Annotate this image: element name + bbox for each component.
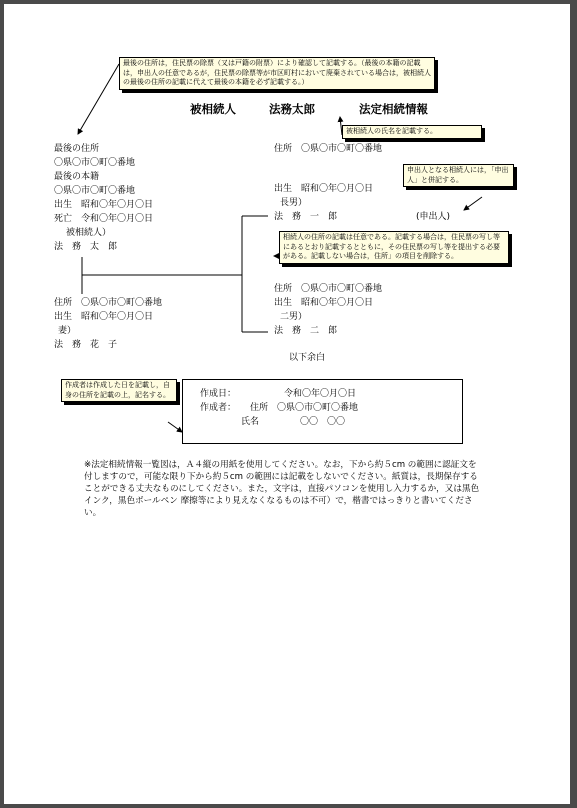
decedent-role: 被相続人） (66, 228, 112, 238)
decedent-name: 法務太郎 (269, 102, 315, 116)
creator-name: 〇〇 〇〇 (300, 417, 346, 427)
creation-date-label: 作成日： (200, 389, 237, 399)
heir2-address: 住所 〇県〇市〇町〇番地 (274, 284, 383, 294)
note-applicant: 申出人となる相続人には，「申出人」と併記する。 (403, 164, 514, 187)
decedent-label: 被相続人 (190, 102, 236, 116)
heir2-name: 法 務 二 郎 (274, 326, 338, 336)
creator-name-label: 氏名 (241, 417, 260, 427)
note-decedent-name: 被相続人の氏名を記載する。 (342, 125, 482, 139)
decedent-last-address: 〇県〇市〇町〇番地 (54, 158, 136, 168)
decedent-last-domicile: 〇県〇市〇町〇番地 (54, 186, 136, 196)
creation-date: 令和〇年〇月〇日 (284, 389, 357, 399)
spouse-address: 住所 〇県〇市〇町〇番地 (54, 298, 163, 308)
heir1-address: 住所 〇県〇市〇町〇番地 (274, 144, 383, 154)
heir2-role: 二男） (280, 312, 308, 322)
heir1-name: 法 務 一 郎 (274, 212, 338, 222)
decedent-birth: 出生 昭和〇年〇月〇日 (54, 200, 154, 210)
note-creator: 作成者は作成した日を記載し，自身の住所を記載の上，記名する。 (61, 379, 177, 402)
decedent-fullname: 法 務 太 郎 (54, 242, 118, 252)
decedent-death: 死亡 令和〇年〇月〇日 (54, 214, 154, 224)
document-page (4, 4, 570, 804)
spouse-role: 妻） (58, 326, 77, 336)
decedent-last-domicile-label: 最後の本籍 (54, 172, 100, 182)
spouse-birth: 出生 昭和〇年〇月〇日 (54, 312, 154, 322)
document-title: 法定相続情報 (359, 102, 428, 116)
decedent-last-address-label: 最後の住所 (54, 144, 100, 154)
heir1-birth: 出生 昭和〇年〇月〇日 (274, 184, 374, 194)
spouse-name: 法 務 花 子 (54, 340, 118, 350)
heir1-role: 長男） (280, 198, 308, 208)
note-heir-address: 相続人の住所の記載は任意である。記載する場合は，住民票の写し等にあるとおり記載するとともに，その住民票の写し等を提出する必要がある。記載しない場合は，住所」の項目を削除する。 (279, 231, 509, 264)
heir1-applicant-mark: (申出人) (416, 212, 451, 222)
end-mark: 以下余白 (289, 353, 326, 363)
heir2-birth: 出生 昭和〇年〇月〇日 (274, 298, 374, 308)
note-last-address: 最後の住所は，住民票の除票（又は戸籍の附票）により確認して記載する。（最後の本籍の記載は，申出人の任意であるが，住民票の除票等が市区町村において廃棄されている場合は，被相続人の最後の住所の記載に代えて最後の本籍を必ず記載する。） (119, 57, 435, 90)
footer-instructions: ※法定相続情報一覧図は，Ａ４縦の用紙を使用してください。なお，下から約５cm の範囲に認証文を付しますので，可能な限り下から約５cm の範囲には記載をしないでください。紙質は，長期保存することができる丈夫なものにしてください。また，文字は，直接パソコンを使用し入力するか，又は黒色インク，黒色ボールペン 摩擦等により見えなくなるものは不可）で，楷書ではっきりと書いてください。 (84, 460, 480, 518)
creator-label: 作成者： (200, 403, 237, 413)
creator-address: 住所 〇県〇市〇町〇番地 (250, 403, 359, 413)
